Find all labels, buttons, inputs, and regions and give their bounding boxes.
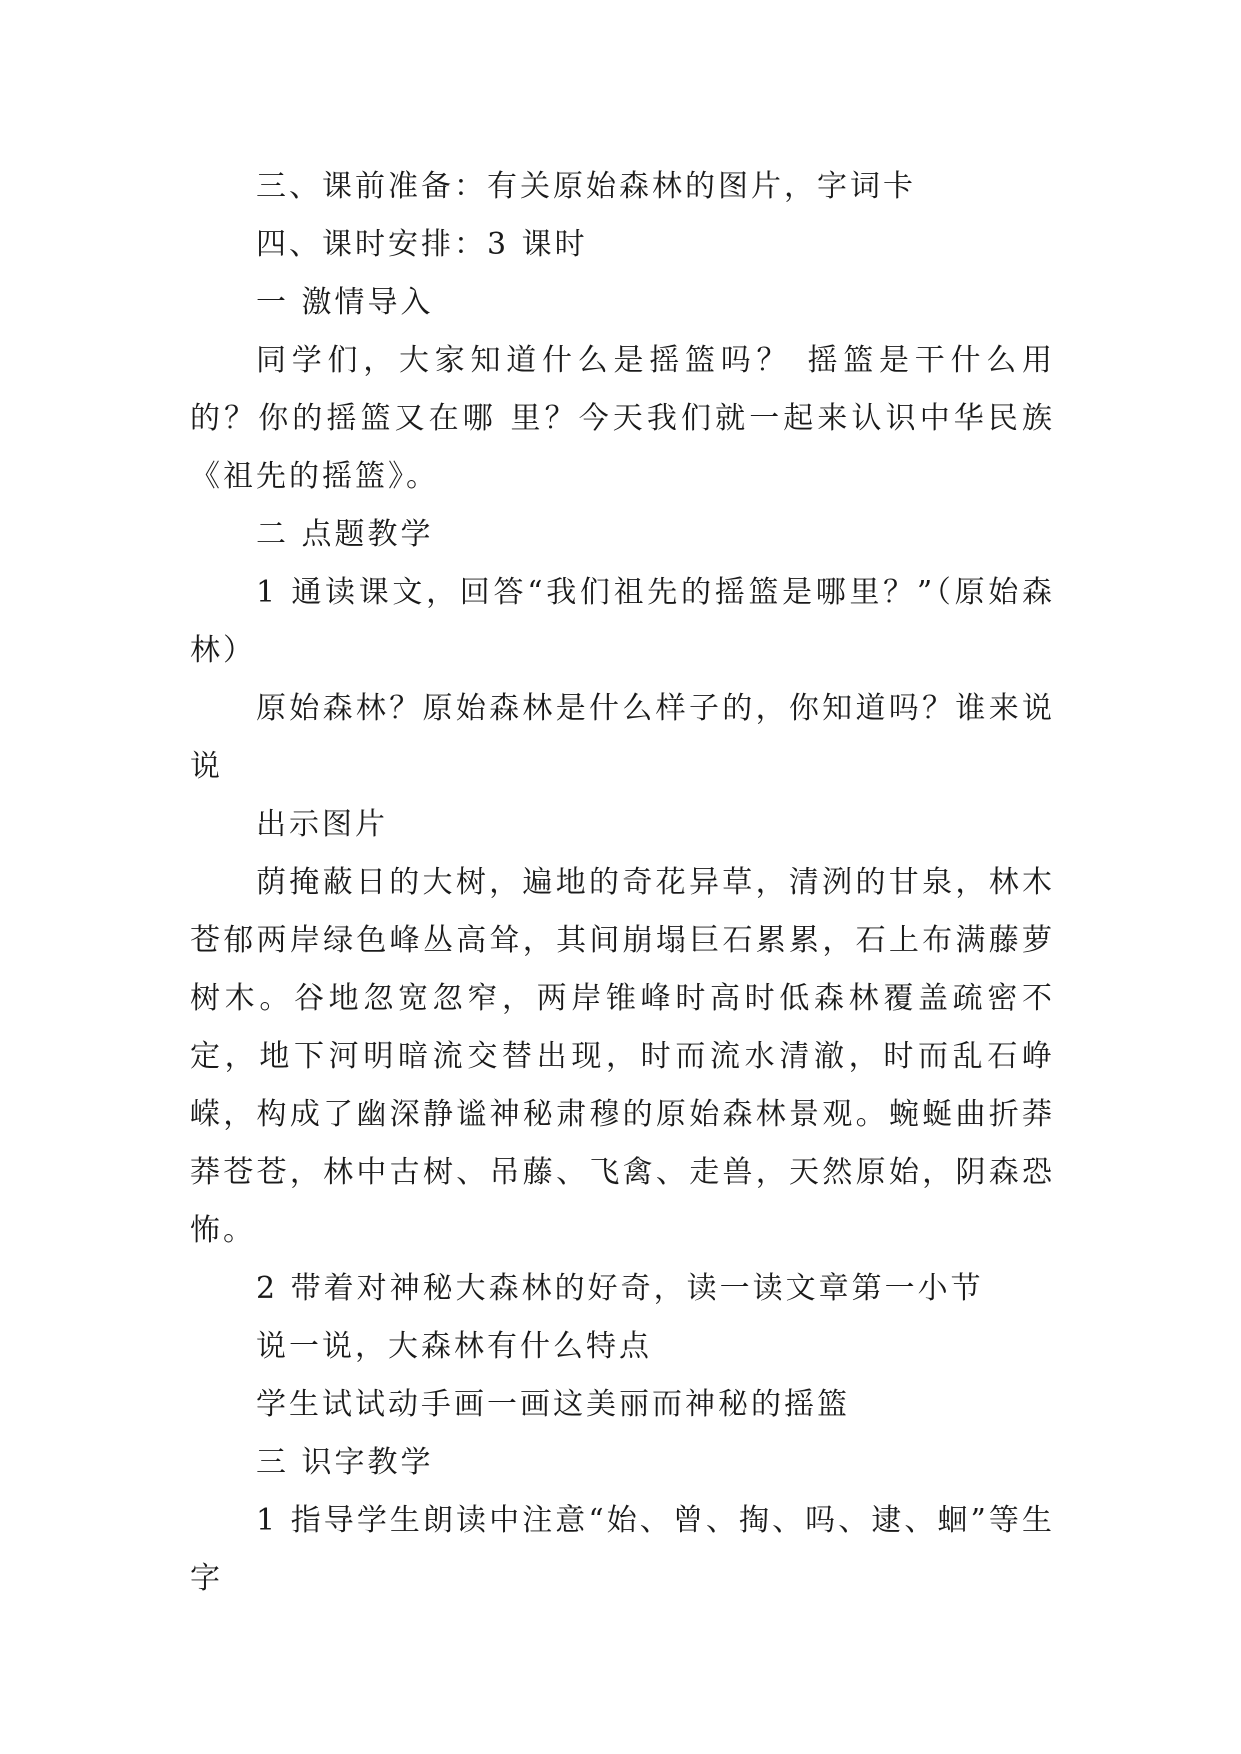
paragraph-draw-cradle: 学生试试动手画一画这美丽而神秘的摇篮	[256, 1387, 850, 1422]
paragraph-forest-question: 原始森林？原始森林是什么样子的，你知道吗？谁来说说	[190, 691, 1055, 784]
paragraph-forest-features: 说一说，大森林有什么特点	[256, 1329, 652, 1364]
paragraph-preparation: 三、课前准备：有关原始森林的图片，字词卡	[256, 169, 916, 204]
paragraph-read-text: 1 通读课文，回答“我们祖先的摇篮是哪里？”（原始森林）	[190, 575, 1055, 668]
section-heading-literacy: 三 识字教学	[256, 1445, 434, 1480]
document-body	[190, 158, 1055, 1608]
paragraph-schedule: 四、课时安排：3 课时	[256, 227, 588, 262]
paragraph-new-characters: 1 指导学生朗读中注意“始、曾、掏、吗、逮、蛔”等生字	[190, 1503, 1055, 1596]
paragraph-show-pictures: 出示图片	[256, 807, 388, 842]
paragraph-forest-description: 荫掩蔽日的大树，遍地的奇花异草，清洌的甘泉，林木苍郁两岸绿色峰丛高耸，其间崩塌巨石累累，石上布满藤萝树木。谷地忽宽忽窄，两岸锥峰时高时低森林覆盖疏密不定，地下河明暗流交替出现，时而流水清澈，时而乱石峥嵘，构成了幽深静谧神秘肃穆的原始森林景观。蜿蜒曲折莽莽苍苍，林中古树、吊藤、飞禽、走兽，天然原始，阴森恐怖。	[190, 865, 1055, 1248]
section-heading-intro: 一 激情导入	[256, 285, 434, 320]
paragraph-read-first-section: 2 带着对神秘大森林的好奇，读一读文章第一小节	[256, 1271, 984, 1306]
paragraph-intro-questions: 同学们，大家知道什么是摇篮吗？ 摇篮是干什么用的？你的摇篮又在哪 里？今天我们就一起来认识中华民族《祖先的摇篮》。	[190, 343, 1055, 494]
section-heading-topic: 二 点题教学	[256, 517, 434, 552]
